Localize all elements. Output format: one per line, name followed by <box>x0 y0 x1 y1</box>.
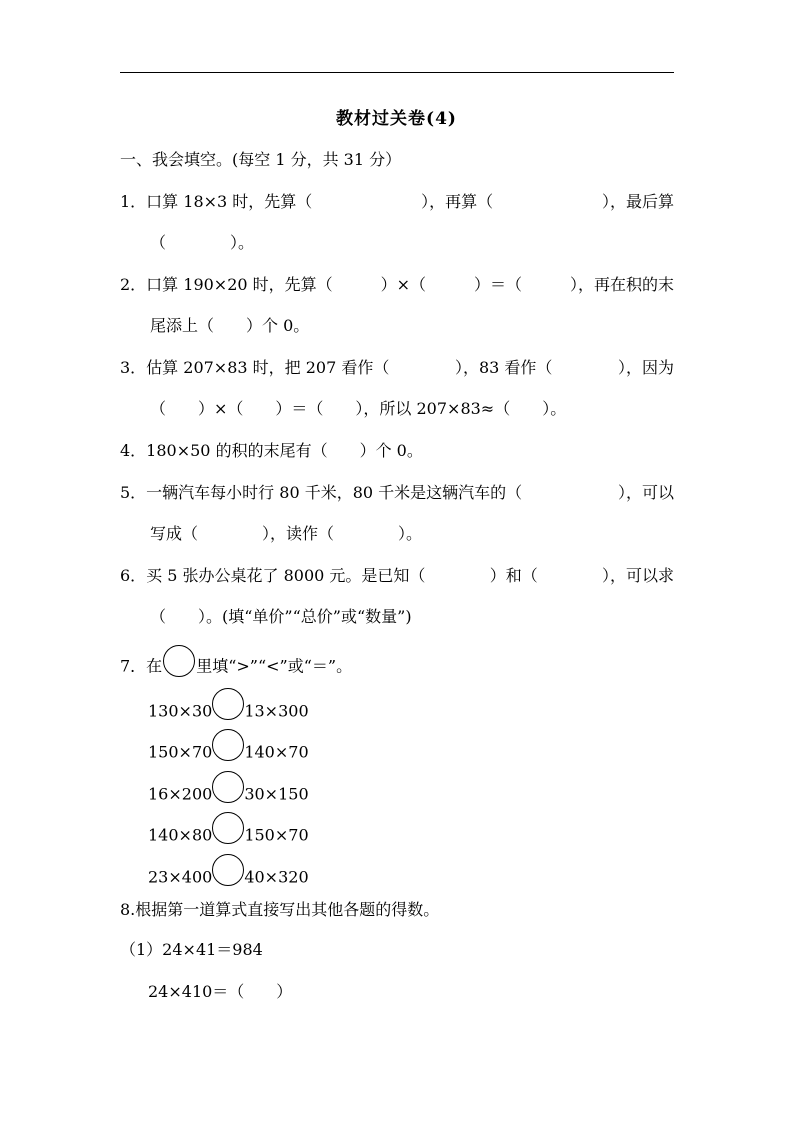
question-3-line-2: （ ）×（ ）＝（ ），所以 207×83≈（ ）。 <box>150 399 567 418</box>
answer-circle[interactable] <box>212 771 244 803</box>
page-title: 教材过关卷(4) <box>336 109 457 129</box>
question-3-line-1: 3．估算 207×83 时，把 207 看作（ ），83 看作（ ），因为 <box>120 358 674 377</box>
question-6-line-2: （ ）。(填“单价”“总价”或“数量”) <box>150 607 412 626</box>
question-2-line-1: 2．口算 190×20 时，先算（ ）×（ ）＝（ ），再在积的末 <box>120 275 674 294</box>
answer-circle[interactable] <box>212 812 244 844</box>
question-8-sub-1: （1）24×41＝984 <box>120 940 263 959</box>
question-5-line-1: 5．一辆汽车每小时行 80 千米，80 千米是这辆汽车的（ ），可以 <box>120 483 674 502</box>
question-4: 4．180×50 的积的末尾有（ ）个 0。 <box>120 441 423 460</box>
question-8: 8.根据第一道算式直接写出其他各题的得数。 <box>120 900 440 919</box>
answer-circle[interactable] <box>212 688 244 720</box>
section-heading: 一、我会填空。(每空 1 分，共 31 分） <box>120 150 402 169</box>
answer-circle[interactable] <box>212 729 244 761</box>
compare-item: 140×80 150×70 <box>148 820 309 852</box>
answer-circle[interactable] <box>212 854 244 886</box>
compare-item: 130×30 13×300 <box>148 696 309 728</box>
compare-item: 23×400 40×320 <box>148 862 309 894</box>
question-8-sub-1-answer: 24×410＝（ ） <box>148 982 293 1001</box>
question-1-line-1: 1．口算 18×3 时，先算（ ），再算（ ），最后算 <box>120 192 674 211</box>
compare-item: 150×70 140×70 <box>148 737 309 769</box>
question-6-line-1: 6．买 5 张办公桌花了 8000 元。是已知（ ）和（ ），可以求 <box>120 566 674 585</box>
question-5-line-2: 写成（ ），读作（ ）。 <box>150 524 423 543</box>
question-1-line-2: （ ）。 <box>150 233 255 252</box>
top-rule <box>120 72 674 73</box>
question-2-line-2: 尾添上（ ）个 0。 <box>150 316 310 335</box>
compare-item: 16×200 30×150 <box>148 779 309 811</box>
question-7: 7．在 里填“>”“<”或“＝”。 <box>120 651 352 683</box>
answer-circle <box>163 645 195 677</box>
